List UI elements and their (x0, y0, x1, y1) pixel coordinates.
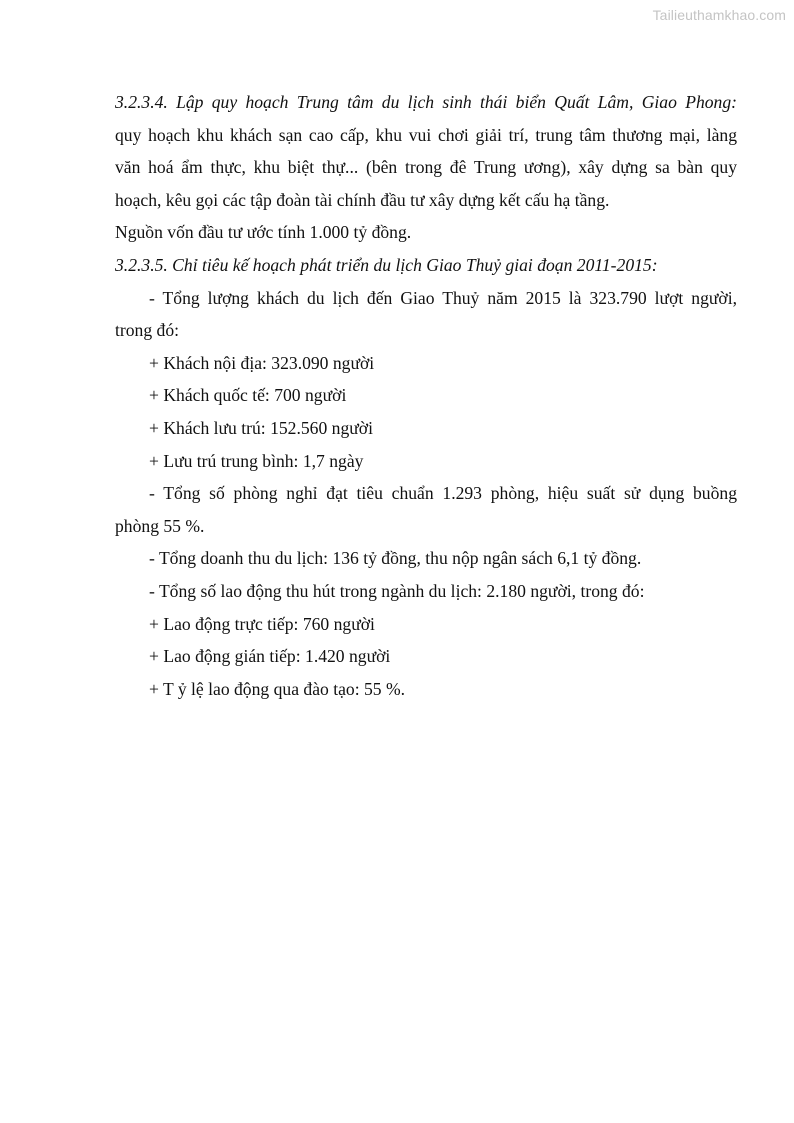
total-visitors-continuation: trong đó: (115, 320, 180, 341)
watermark: Tailieuthamkhao.com (652, 7, 786, 23)
labor-item: + Lao động gián tiếp: 1.420 người (149, 646, 391, 667)
visitor-item: + Lưu trú trung bình: 1,7 ngày (149, 450, 364, 471)
section-3234-line: hoạch, kêu gọi các tập đoàn tài chính đầu tư xây dựng kết cấu hạ tầng. (115, 189, 610, 210)
rooms-line: - Tổng số phòng nghỉ đạt tiêu chuẩn 1.293 phòng, hiệu suất sử dụng buồng (149, 483, 737, 504)
total-visitors-line: - Tổng lượng khách du lịch đến Giao Thuỷ năm 2015 là 323.790 lượt người, (149, 287, 737, 308)
document-page (115, 86, 737, 705)
visitor-item: + Khách lưu trú: 152.560 người (149, 417, 373, 438)
visitor-item: + Khách nội địa: 323.090 người (149, 352, 375, 373)
visitor-item: + Khách quốc tế: 700 người (149, 385, 347, 406)
labor-item: + T ỷ lệ lao động qua đào tạo: 55 %. (149, 678, 406, 699)
section-3234-heading: 3.2.3.4. Lập quy hoạch Trung tâm du lịch sinh thái biển Quất Lâm, Giao Phong: (115, 92, 737, 112)
revenue-line: - Tổng doanh thu du lịch: 136 tỷ đồng, thu nộp ngân sách 6,1 tỷ đồng. (149, 548, 642, 569)
rooms-continuation: phòng 55 %. (115, 515, 205, 536)
labor-line: - Tổng số lao động thu hút trong ngành du lịch: 2.180 người, trong đó: (149, 580, 645, 601)
labor-item: + Lao động trực tiếp: 760 người (149, 613, 375, 634)
investment-capital-line: Nguồn vốn đầu tư ước tính 1.000 tỷ đồng. (115, 222, 412, 243)
section-3234-line: văn hoá ẩm thực, khu biệt thự... (bên trong đê Trung ương), xây dựng sa bàn quy (115, 157, 737, 178)
section-3234-line: quy hoạch khu khách sạn cao cấp, khu vui chơi giải trí, trung tâm thương mại, làng (115, 124, 737, 145)
section-3235-heading: 3.2.3.5. Chỉ tiêu kế hoạch phát triển du lịch Giao Thuỷ giai đoạn 2011-2015: (115, 254, 658, 275)
